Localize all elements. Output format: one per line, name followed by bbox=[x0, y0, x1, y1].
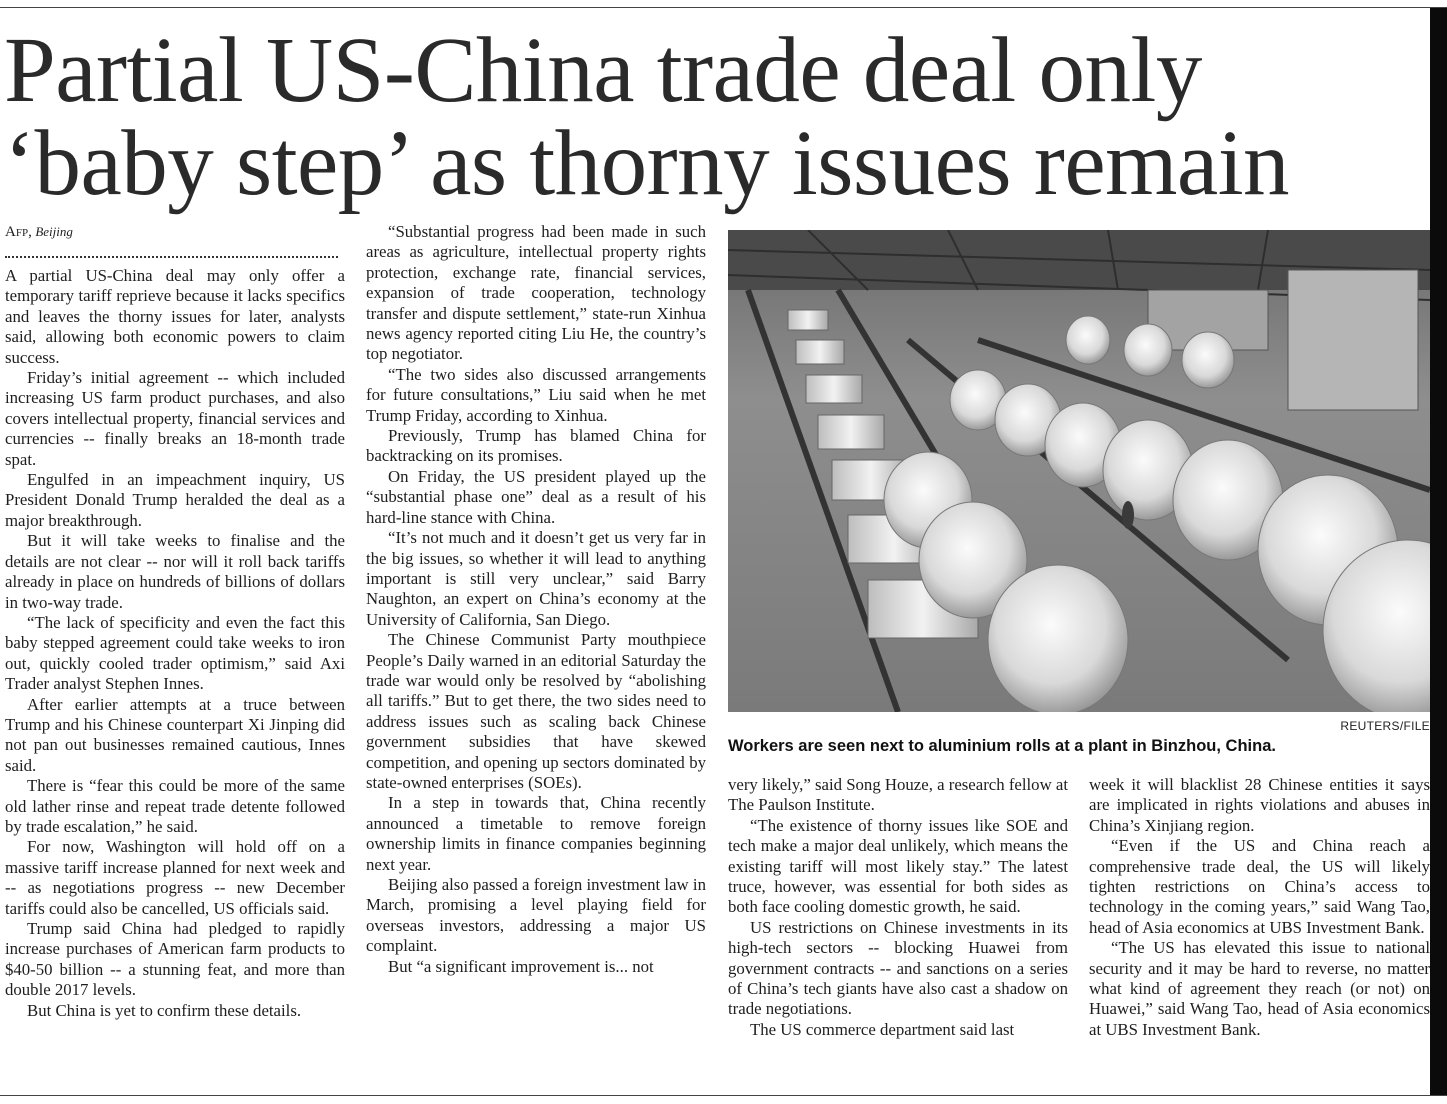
article-column-4 bbox=[1089, 775, 1430, 1040]
paragraph: Engulfed in an impeachment inquiry, US President Donald Trump heralded the deal as a major breakthrough. bbox=[5, 470, 345, 530]
paragraph: “Even if the US and China reach a comprehensive trade deal, the US will likely tighten restrictions on China’s access to technology in the coming years,” said Wang Tao, head of Asia economics at UBS Investment Bank. bbox=[1089, 836, 1430, 937]
paragraph: “The existence of thorny issues like SOE and tech make a major deal unlikely, which means the existing tariff will most likely stay.” The latest truce, however, was essential for both sides as both face cooling domestic growth, he said. bbox=[728, 815, 1068, 917]
paragraph: “The lack of specificity and even the fact this baby stepped agreement could take weeks to iron out, quickly cooled trader optimism,” said Axi Trader analyst Stephen Innes. bbox=[5, 612, 345, 694]
byline-city: Beijing bbox=[35, 224, 73, 239]
paragraph: Beijing also passed a foreign investment law in March, promising a level playing field for overseas investors, addressing a major US complaint. bbox=[366, 875, 706, 956]
paragraph: A partial US-China deal may only offer a temporary tariff reprieve because it lacks specifics and leaves the thorny issues for later, analysts said, allowing both economic powers to claim success. bbox=[5, 266, 345, 367]
page-edge bbox=[1430, 8, 1447, 1095]
paragraph: Previously, Trump has blamed China for backtracking on its promises. bbox=[366, 426, 706, 466]
paragraph: The US commerce department said last bbox=[750, 1019, 1015, 1039]
paragraph: Friday’s initial agreement -- which included increasing US farm product purchases, and also covers intellectual property, financial services and currencies -- finally breaks an 18-month trade spat. bbox=[5, 368, 345, 469]
bottom-rule bbox=[0, 1095, 1447, 1096]
article-column-1 bbox=[5, 222, 345, 1021]
factory-photo bbox=[728, 230, 1430, 712]
photo-credit: REUTERS/FILE bbox=[1340, 719, 1430, 733]
paragraph: “The US has elevated this issue to national security and it may be hard to reverse, no matter what kind of agreement they reach (or not) on Huawei,” said Wang Tao, head of Asia economics at UBS Investment Bank. bbox=[1089, 938, 1430, 1039]
paragraph: On Friday, the US president played up the “substantial phase one” deal as a result of his hard-line stance with China. bbox=[366, 466, 706, 527]
paragraph: week it will blacklist 28 Chinese entities it says are implicated in rights violations and abuses in China’s Xinjiang region. bbox=[1089, 775, 1430, 835]
headline-line-2: ‘baby step’ as thorny issues remain bbox=[4, 112, 1290, 215]
paragraph: But it will take weeks to finalise and the details are not clear -- nor will it roll back tariffs already in place on hundreds of billions of dollars in two-way trade. bbox=[5, 531, 345, 612]
paragraph: In a step in towards that, China recently announced a timetable to remove foreign ownership limits in finance companies beginning next year. bbox=[366, 793, 706, 874]
paragraph: But China is yet to confirm these details. bbox=[27, 1000, 302, 1020]
paragraph: But “a significant improvement is... not bbox=[388, 956, 654, 976]
article-column-3 bbox=[728, 775, 1068, 1040]
paragraph: Trump said China had pledged to rapidly increase purchases of American farm products to $40-50 billion -- a stunning feat, and more than double 2017 levels. bbox=[5, 919, 345, 1000]
paragraph: There is “fear this could be more of the same old lather rinse and repeat trade detente followed by trade escalation,” he said. bbox=[5, 776, 345, 836]
byline-divider bbox=[5, 244, 338, 258]
paragraph: For now, Washington will hold off on a massive tariff increase planned for next week and -- as negotiations progress -- new December tariffs could also be cancelled, US officials said. bbox=[5, 837, 345, 918]
article-column-2 bbox=[366, 222, 706, 977]
paragraph: very likely,” said Song Houze, a research fellow at The Paulson Institute. bbox=[728, 775, 1068, 815]
aluminium-rolls-illustration bbox=[728, 230, 1430, 712]
top-rule bbox=[0, 7, 1447, 8]
headline bbox=[4, 19, 1444, 215]
paragraph: “Substantial progress had been made in such areas as agriculture, intellectual property rights protection, exchange rate, financial services, expansion of trade cooperation, technology transfer and dispute settlement,” state-run Xinhua news agency reported citing Liu He, the country’s top negotiator. bbox=[366, 222, 706, 364]
paragraph: “The two sides also discussed arrangements for future consultations,” Liu said when he met Trump Friday, according to Xinhua. bbox=[366, 364, 706, 425]
headline-line-1: Partial US-China trade deal only bbox=[4, 19, 1202, 122]
photo-caption: Workers are seen next to aluminium rolls at a plant in Binzhou, China. bbox=[728, 737, 1276, 755]
paragraph: US restrictions on Chinese investments in its high-tech sectors -- blocking Huawei from government contracts -- and sanctions on a series of China’s tech giants have also cast a shadow on trade negotiations. bbox=[728, 917, 1068, 1019]
paragraph: After earlier attempts at a truce between Trump and his Chinese counterpart Xi Jinping did not pan out businesses remained cautious, Innes said. bbox=[5, 694, 345, 775]
byline-agency: Afp, bbox=[5, 224, 32, 240]
paragraph: “It’s not much and it doesn’t get us very far in the big issues, so whether it will lead to anything important is still very unclear,” said Barry Naughton, an expert on China’s economy at the University of California, San Diego. bbox=[366, 528, 706, 629]
paragraph: The Chinese Communist Party mouthpiece People’s Daily warned in an editorial Saturday the trade war would only be resolved by “abolishing all tariffs.” But to get there, the two sides need to address issues such as scaling back Chinese government subsidies that have skewed competition, and opening up sectors dominated by state-owned enterprises (SOEs). bbox=[366, 630, 706, 792]
byline bbox=[5, 222, 345, 242]
